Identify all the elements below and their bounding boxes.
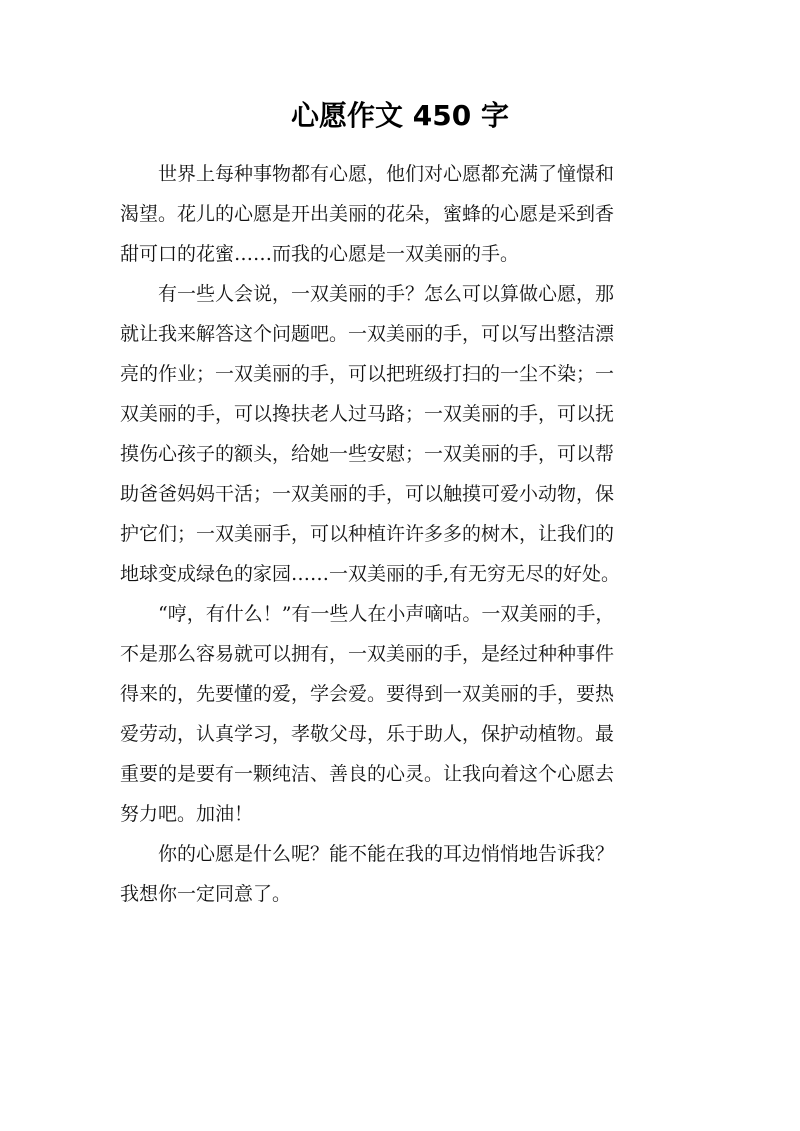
paragraph-1 xyxy=(120,154,682,274)
paragraph-2 xyxy=(120,274,682,594)
paragraph-line: 我想你一定同意了。 xyxy=(120,883,292,905)
paragraph-line: 渴望。花儿的心愿是开出美丽的花朵，蜜蜂的心愿是采到香 xyxy=(120,203,615,225)
paragraph-line: “哼，有什么！”有一些人在小声嘀咕。一双美丽的手， xyxy=(158,603,615,625)
paragraph-3 xyxy=(120,594,682,834)
paragraph-line: 双美丽的手，可以搀扶老人过马路；一双美丽的手，可以抚 xyxy=(120,403,615,425)
paragraph-line: 得来的，先要懂的爱，学会爱。要得到一双美丽的手，要热 xyxy=(120,683,615,705)
paragraph-line: 助爸爸妈妈干活；一双美丽的手，可以触摸可爱小动物，保 xyxy=(120,483,615,505)
paragraph-line: 地球变成绿色的家园……一双美丽的手,有无穷无尽的好处。 xyxy=(120,563,621,585)
paragraph-4 xyxy=(120,834,682,914)
paragraph-line: 重要的是要有一颗纯洁、善良的心灵。让我向着这个心愿去 xyxy=(120,763,615,785)
paragraph-line: 亮的作业；一双美丽的手，可以把班级打扫的一尘不染；一 xyxy=(120,363,615,385)
paragraph-line: 有一些人会说，一双美丽的手？怎么可以算做心愿，那 xyxy=(158,283,615,305)
paragraph-line: 爱劳动，认真学习，孝敬父母，乐于助人，保护动植物。最 xyxy=(120,723,615,745)
paragraph-line: 护它们；一双美丽手，可以种植许许多多的树木，让我们的 xyxy=(120,523,615,545)
paragraph-line: 你的心愿是什么呢？能不能在我的耳边悄悄地告诉我？ xyxy=(158,843,615,865)
paragraph-line: 甜可口的花蜜……而我的心愿是一双美丽的手。 xyxy=(120,243,520,265)
paragraph-line: 就让我来解答这个问题吧。一双美丽的手，可以写出整洁漂 xyxy=(120,323,615,345)
paragraph-line: 摸伤心孩子的额头，给她一些安慰；一双美丽的手，可以帮 xyxy=(120,443,615,465)
paragraph-line: 努力吧。加油！ xyxy=(120,803,254,825)
document-body xyxy=(120,154,682,914)
paragraph-line: 不是那么容易就可以拥有，一双美丽的手，是经过种种事件 xyxy=(120,643,615,665)
document-title: 心愿作文 450 字 xyxy=(291,99,509,132)
paragraph-line: 世界上每种事物都有心愿，他们对心愿都充满了憧憬和 xyxy=(158,163,615,185)
